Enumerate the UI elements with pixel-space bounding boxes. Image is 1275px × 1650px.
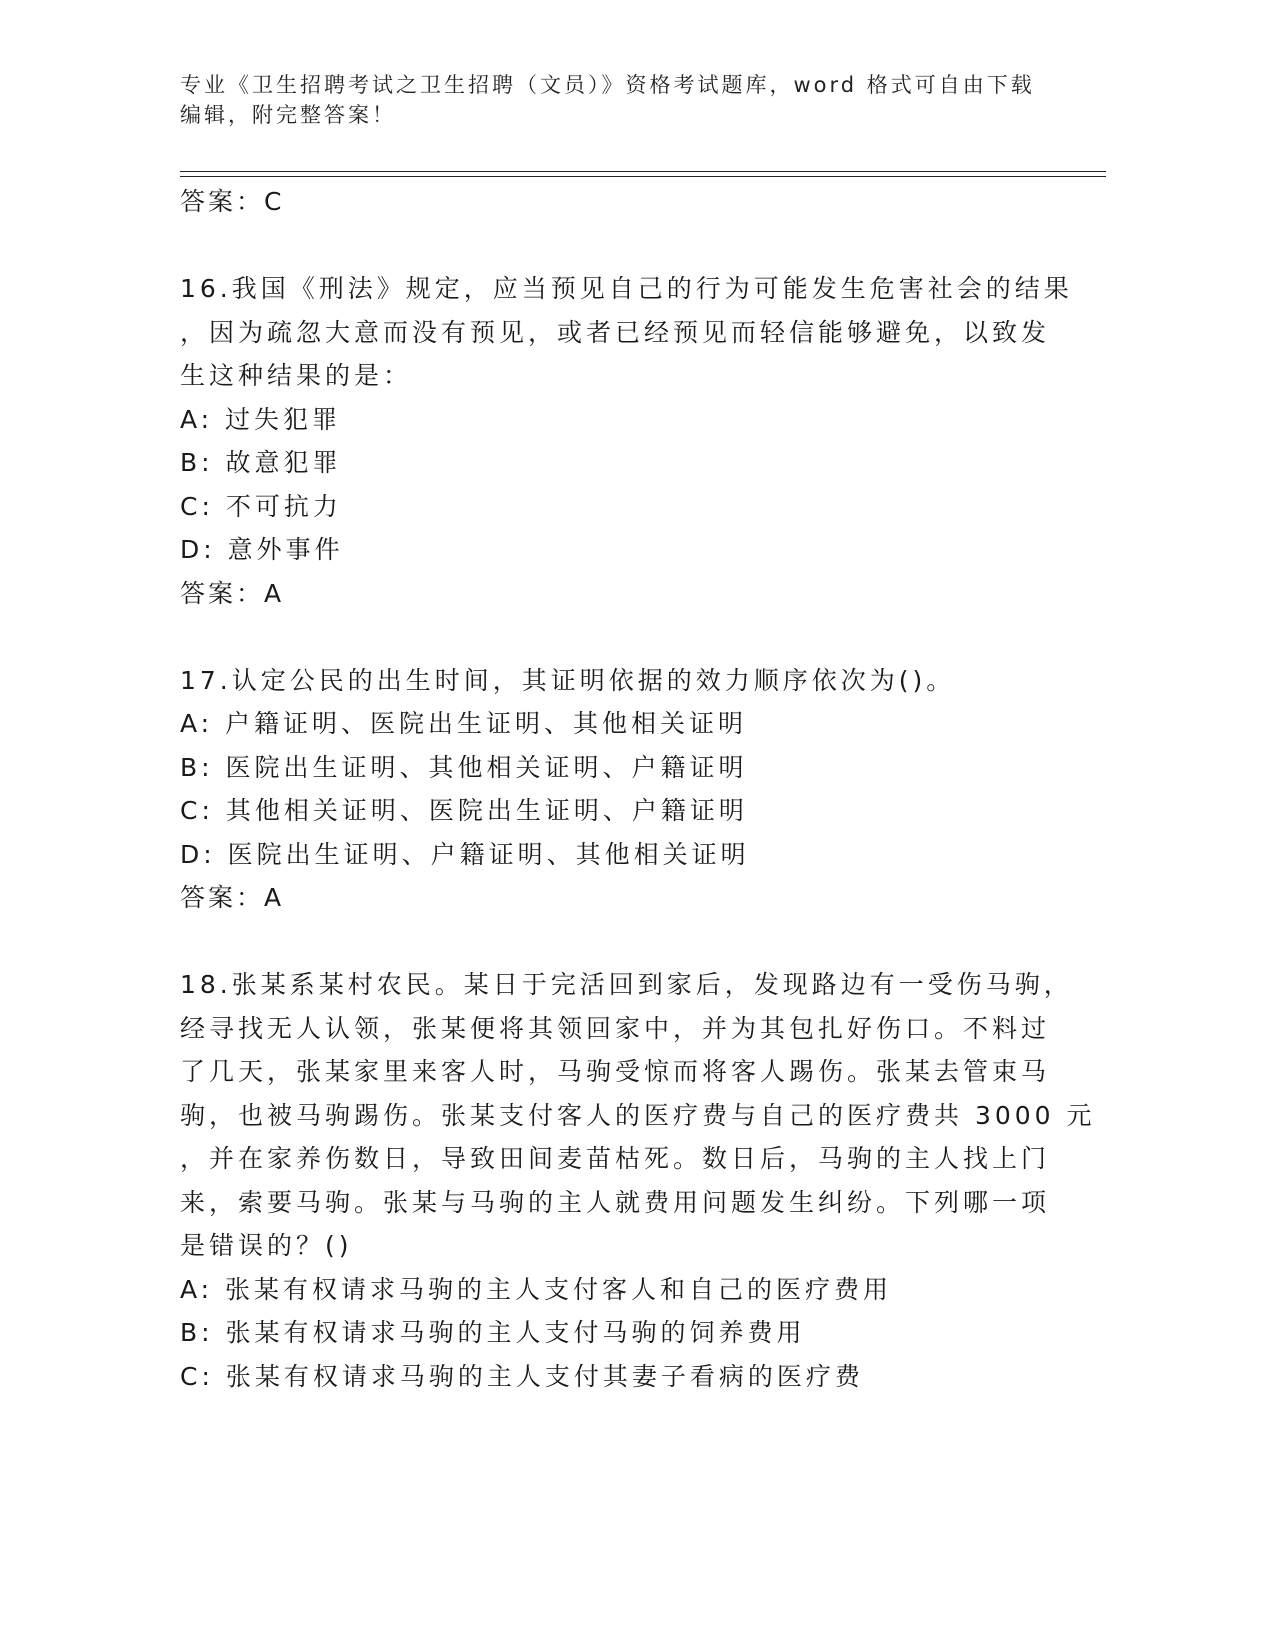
question-stem-line: ，并在家养伤数日，导致田间麦苗枯死。数日后，马驹的主人找上门	[180, 1144, 1051, 1173]
document-body	[180, 180, 1096, 1398]
page-header	[180, 70, 1060, 130]
question-18	[180, 963, 1096, 1398]
question-stem-line: 了几天，张某家里来客人时，马驹受惊而将客人踢伤。张某去管束马	[180, 1057, 1051, 1086]
spacer	[180, 920, 1060, 964]
question-stem-line: 16.我国《刑法》规定，应当预见自己的行为可能发生危害社会的结果	[180, 274, 1073, 303]
answer-line: 答案：A	[180, 578, 285, 608]
header-line-2: 编辑，附完整答案！	[180, 103, 396, 127]
header-divider	[180, 171, 1106, 172]
option-a: A: 过失犯罪	[180, 404, 342, 434]
question-stem-line: ，因为疏忽大意而没有预见，或者已经预见而轻信能够避免，以致发	[180, 317, 1051, 347]
spacer	[180, 615, 1060, 659]
spacer	[180, 224, 1060, 268]
question-stem-line: 生这种结果的是：	[180, 361, 413, 390]
question-stem-line: 驹，也被马驹踢伤。张某支付客人的医疗费与自己的医疗费共 3000 元	[180, 1100, 1096, 1130]
header-line-1: 专业《卫生招聘考试之卫生招聘（文员）》资格考试题库，word 格式可自由下载	[180, 73, 1035, 97]
option-b: B: 故意犯罪	[180, 448, 342, 477]
header-divider-double	[180, 176, 1106, 177]
question-stem-line: 来，索要马驹。张某与马驹的主人就费用问题发生纠纷。下列哪一项	[180, 1187, 1051, 1217]
answer-line: 答案：C	[180, 187, 285, 216]
question-stem-line: 18.张某系某村农民。某日于完活回到家后，发现路边有一受伤马驹，	[180, 970, 1073, 999]
question-stem-line: 经寻找无人认领，张某便将其领回家中，并为其包扎好伤口。不料过	[180, 1013, 1051, 1043]
option-a: A: 户籍证明、医院出生证明、其他相关证明	[180, 709, 748, 738]
option-c: C: 其他相关证明、医院出生证明、户籍证明	[180, 796, 748, 825]
answer-line: 答案：A	[180, 883, 285, 912]
option-c: C: 不可抗力	[180, 491, 342, 521]
option-c: C: 张某有权请求马驹的主人支付其妻子看病的医疗费	[180, 1361, 864, 1391]
question-17	[180, 659, 1060, 920]
option-a: A: 张某有权请求马驹的主人支付客人和自己的医疗费用	[180, 1274, 893, 1304]
question-stem-line: 17.认定公民的出生时间，其证明依据的效力顺序依次为()。	[180, 665, 956, 695]
option-b: B: 医院出生证明、其他相关证明、户籍证明	[180, 752, 748, 782]
option-d: D: 医院出生证明、户籍证明、其他相关证明	[180, 839, 750, 869]
option-d: D: 意外事件	[180, 535, 344, 564]
option-b: B: 张某有权请求马驹的主人支付马驹的饲养费用	[180, 1318, 806, 1347]
question-stem-line: 是错误的？()	[180, 1231, 353, 1260]
question-16	[180, 267, 1073, 615]
